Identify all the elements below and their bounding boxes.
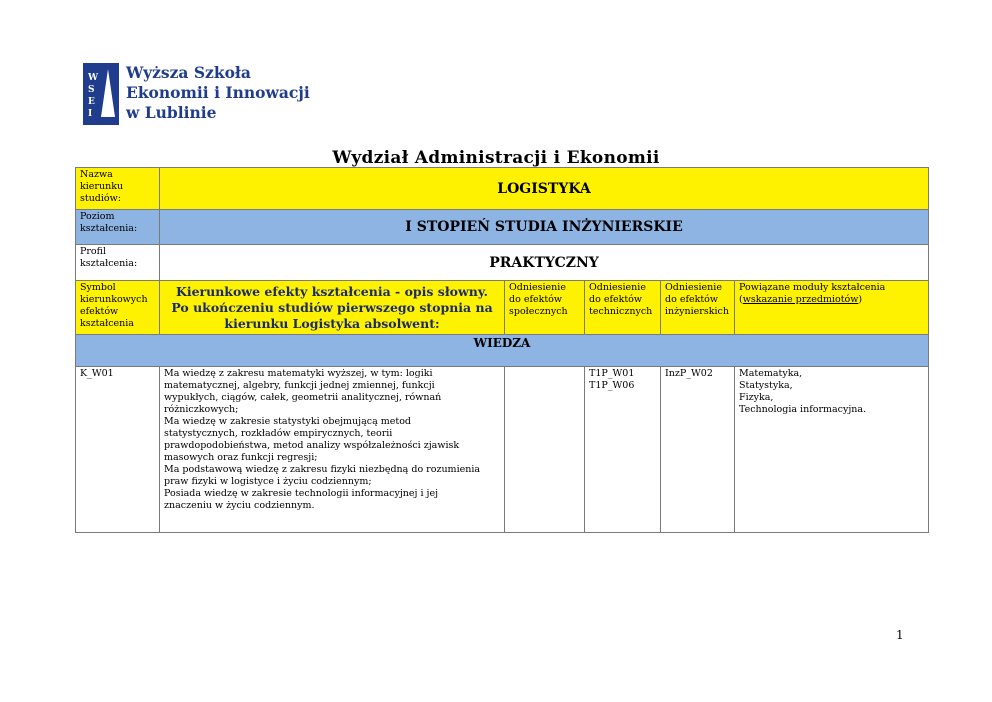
- modules-cell: [735, 367, 929, 533]
- logo-emblem: [83, 63, 119, 125]
- field-of-study-value: LOGISTYKA: [160, 168, 929, 210]
- logo-line-3: w Lublinie: [126, 103, 217, 122]
- description-line: prawdopodobieństwa, metod analizy współzależności zjawisk: [164, 440, 460, 451]
- outcome-symbol: K_W01: [76, 367, 160, 533]
- module-item: Technologia informacyjna.: [739, 404, 867, 415]
- logo-wordmark: [126, 63, 310, 123]
- level-label: Poziom kształcenia:: [76, 210, 160, 245]
- description-header-line: Kierunkowe efekty kształcenia - opis słowny.: [175, 283, 489, 299]
- learning-outcomes-table: [75, 167, 929, 533]
- logo-triangle-icon: [101, 69, 115, 117]
- modules-header-underlined: wskazanie przedmiotów: [742, 294, 859, 305]
- technical-code: T1P_W01: [589, 368, 635, 379]
- profile-value: PRAKTYCZNY: [160, 245, 929, 281]
- modules-header-prefix: Powiązane moduły kształcenia (: [739, 282, 886, 305]
- university-logo: [83, 63, 313, 125]
- social-effects-header: Odniesienie do efektów społecznych: [505, 281, 585, 335]
- description-line: Ma podstawową wiedzę z zakresu fizyki niezbędną do rozumienia: [164, 464, 481, 475]
- description-line: Ma wiedzę w zakresie statystyki obejmującą metod: [164, 416, 411, 427]
- description-header-line: kierunku Logistyka absolwent:: [224, 315, 440, 331]
- social-effects-cell: [505, 367, 585, 533]
- profile-label: Profil kształcenia:: [76, 245, 160, 281]
- engineering-effects-header: Odniesienie do efektów inżynierskich: [661, 281, 735, 335]
- description-line: Ma wiedzę z zakresu matematyki wyższej, w tym: logiki: [164, 368, 433, 379]
- technical-effects-header: Odniesienie do efektów technicznych: [585, 281, 661, 335]
- faculty-title: Wydział Administracji i Ekonomii: [332, 148, 660, 168]
- level-value: I STOPIEŃ STUDIA INŻYNIERSKIE: [160, 210, 929, 245]
- logo-letter: E: [88, 97, 95, 107]
- description-line: praw fizyki w logistyce i życiu codziennym;: [164, 476, 372, 487]
- description-line: statystycznych, rozkładów empirycznych, teorii: [164, 428, 393, 439]
- logo-line-1: Wyższa Szkoła: [126, 63, 251, 82]
- description-line: wypukłych, ciągów, całek, geometrii analitycznej, równań: [164, 392, 442, 403]
- symbol-header: Symbol kierunkowych efektów kształcenia: [76, 281, 160, 335]
- outcome-description: [160, 367, 505, 533]
- modules-header-suffix: ): [858, 294, 863, 305]
- modules-header: [735, 281, 929, 335]
- description-line: masowych oraz funkcji regresji;: [164, 452, 318, 463]
- module-item: Statystyka,: [739, 380, 793, 391]
- description-line: różniczkowych;: [164, 404, 239, 415]
- section-header-wiedza: WIEDZA: [76, 335, 929, 367]
- logo-letter: I: [88, 109, 93, 119]
- description-header: [160, 281, 505, 335]
- description-header-line: Po ukończeniu studiów pierwszego stopnia na: [171, 299, 493, 315]
- description-line: Posiada wiedzę w zakresie technologii informacyjnej i jej: [164, 488, 439, 499]
- module-item: Fizyka,: [739, 392, 774, 403]
- page-number: 1: [896, 628, 904, 642]
- logo-letter: W: [88, 73, 99, 83]
- logo-letter: S: [88, 85, 95, 95]
- technical-code: T1P_W06: [589, 380, 635, 391]
- module-item: Matematyka,: [739, 368, 803, 379]
- field-of-study-label: Nazwa kierunku studiów:: [76, 168, 160, 210]
- description-line: matematycznej, algebry, funkcji jednej zmiennej, funkcji: [164, 380, 435, 391]
- description-line: znaczeniu w życiu codziennym.: [164, 500, 315, 511]
- logo-line-2: Ekonomii i Innowacji: [126, 83, 310, 102]
- technical-effects-cell: [585, 367, 661, 533]
- engineering-effects-cell: InzP_W02: [661, 367, 735, 533]
